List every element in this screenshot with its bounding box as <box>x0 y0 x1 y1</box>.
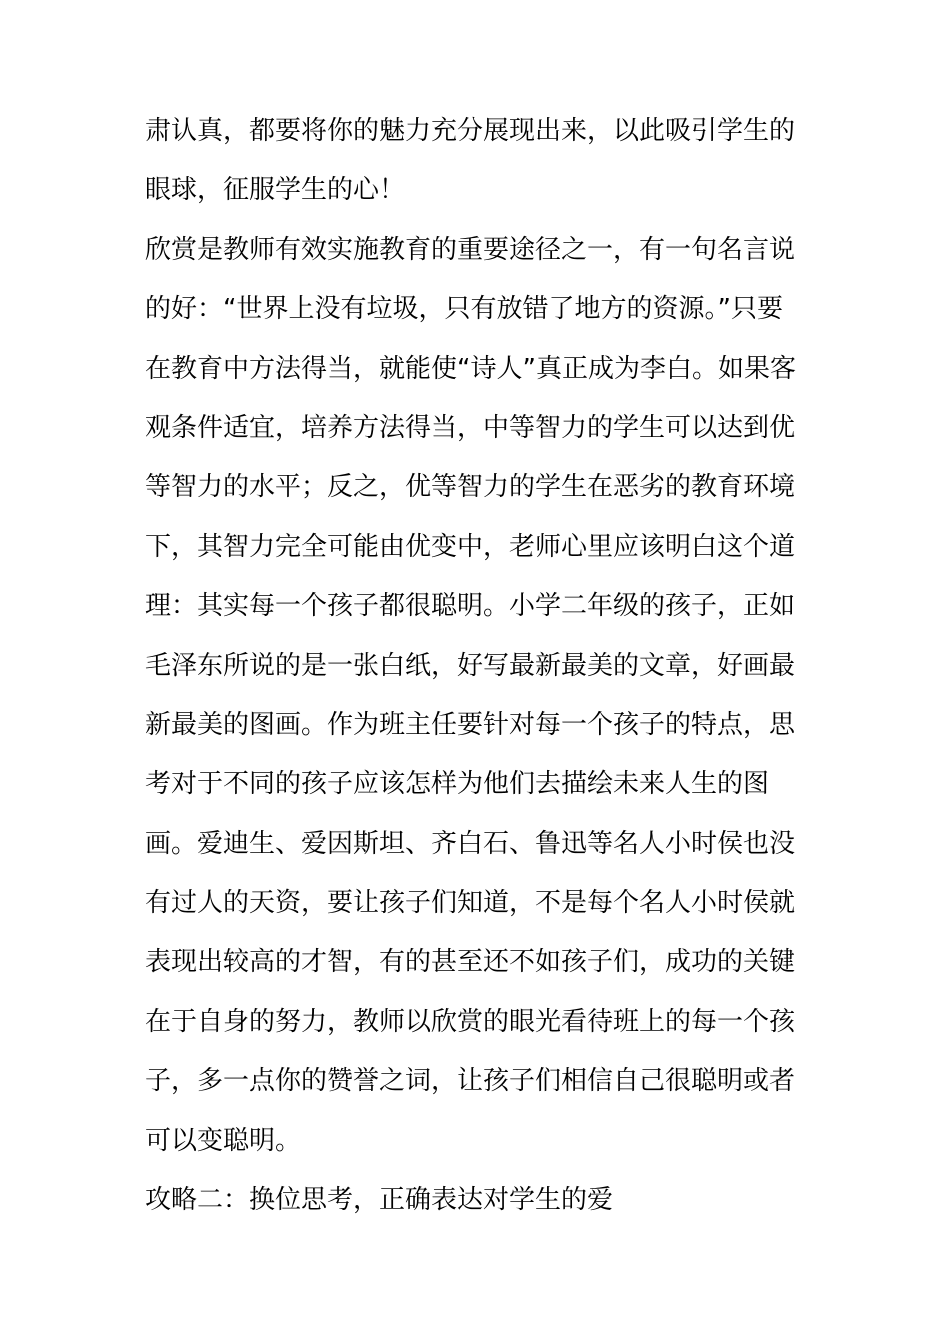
text-line: 理：其实每一个孩子都很聪明。小学二年级的孩子，正如 <box>145 591 796 622</box>
text-line: 肃认真，都要将你的魅力充分展现出来，以此吸引学生的 <box>145 116 796 146</box>
text-line: 毛泽东所说的是一张白纸，好写最新最美的文章，好画最 <box>145 650 796 681</box>
text-line: 新最美的图画。作为班主任要针对每一个孩子的特点，思 <box>145 709 796 740</box>
text-line: 在教育中方法得当，就能使“诗人”真正成为李白。如果客 <box>145 353 796 384</box>
text-line: 子，多一点你的赞誉之词，让孩子们相信自己很聪明或者 <box>145 1066 796 1097</box>
text-line: 欣赏是教师有效实施教育的重要途径之一，有一句名言说 <box>145 234 796 265</box>
text-line: 在于自身的努力，教师以欣赏的眼光看待班上的每一个孩 <box>145 1006 796 1037</box>
text-line: 等智力的水平；反之，优等智力的学生在恶劣的教育环境 <box>145 472 796 503</box>
text-line: 可以变聪明。 <box>145 1125 302 1156</box>
text-line: 下，其智力完全可能由优变中，老师心里应该明白这个道 <box>145 531 796 562</box>
body-text <box>145 102 810 1230</box>
text-line: 有过人的天资，要让孩子们知道，不是每个名人小时侯就 <box>145 888 796 919</box>
text-line: 眼球，征服学生的心！ <box>145 175 406 206</box>
text-line: 的好：“世界上没有垃圾，只有放错了地方的资源。”只要 <box>145 294 783 325</box>
section-heading: 攻略二：换位思考，正确表达对学生的爱 <box>145 1185 614 1216</box>
text-line: 考对于不同的孩子应该怎样为他们去描绘未来人生的图 <box>145 769 770 800</box>
text-line: 表现出较高的才智，有的甚至还不如孩子们，成功的关键 <box>145 947 796 978</box>
text-line: 观条件适宜，培养方法得当，中等智力的学生可以达到优 <box>145 412 796 443</box>
text-line: 画。爱迪生、爱因斯坦、齐白石、鲁迅等名人小时侯也没 <box>145 828 796 859</box>
